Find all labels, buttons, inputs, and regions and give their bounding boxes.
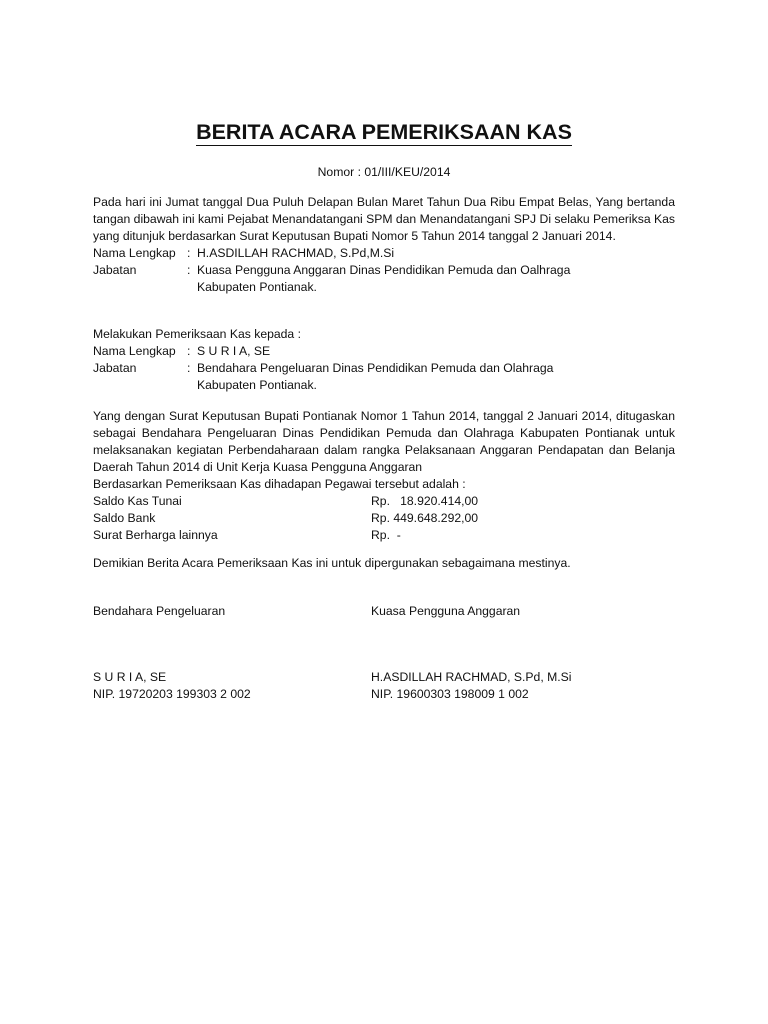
balance-value: Rp. 449.648.292,00	[371, 511, 479, 525]
balance-label: Saldo Kas Tunai	[93, 494, 182, 508]
signature-right-name: H.ASDILLAH RACHMAD, S.Pd, M.Si	[371, 670, 572, 684]
intro-paragraph: Pada hari ini Jumat tanggal Dua Puluh Delapan Bulan Maret Tahun Dua Ribu Empat Belas, Yang bertanda tangan dibawah ini kami Pejabat Menandatangani SPM dan Menandatangani SPJ Di selaku Pemeriksa Kas yang ditunjuk berdasarkan Surat Keputusan Bupati Nomor 5 Tahun 2014 tanggal 2 Januari 2014.	[93, 195, 675, 243]
examined-intro: Melakukan Pemeriksaan Kas kepada :	[93, 327, 301, 341]
examiner-position-separator: :	[187, 263, 191, 277]
signature-left-name: S U R I A, SE	[93, 670, 167, 684]
examiner-name-row	[93, 245, 675, 262]
examined-position-separator: :	[187, 361, 191, 375]
examined-position-value	[197, 360, 675, 394]
document-title	[0, 118, 768, 146]
signature-right-nip: NIP. 19600303 198009 1 002	[371, 687, 529, 701]
examiner-section	[93, 194, 675, 296]
examined-name-label: Nama Lengkap	[93, 344, 176, 358]
document-title-text: BERITA ACARA PEMERIKSAAN KAS	[196, 120, 572, 144]
examined-position-line1: Bendahara Pengeluaran Dinas Pendidikan Pemuda dan Olahraga	[197, 361, 554, 375]
examiner-name-separator: :	[187, 246, 191, 260]
examined-name-value: S U R I A, SE	[197, 344, 271, 358]
signature-right-role: Kuasa Pengguna Anggaran	[371, 604, 521, 618]
closing-statement: Demikian Berita Acara Pemeriksaan Kas ini untuk dipergunakan sebagaimana mestinya.	[93, 556, 571, 570]
signature-right-block	[371, 669, 571, 703]
examiner-name-value: H.ASDILLAH RACHMAD, S.Pd,M.Si	[197, 246, 395, 260]
findings-section	[93, 408, 675, 544]
balance-label: Saldo Bank	[93, 511, 156, 525]
examiner-position-label: Jabatan	[93, 263, 137, 277]
examiner-position-value	[197, 262, 675, 296]
signature-left-nip: NIP. 19720203 199303 2 002	[93, 687, 251, 701]
signature-left-role: Bendahara Pengeluaran	[93, 604, 226, 618]
balance-row	[93, 527, 675, 544]
examined-name-row	[93, 343, 675, 360]
examined-position-row	[93, 360, 675, 394]
balance-label: Surat Berharga lainnya	[93, 528, 218, 542]
balance-row	[93, 510, 675, 527]
examiner-name-label: Nama Lengkap	[93, 246, 176, 260]
balance-row	[93, 493, 675, 510]
balance-value: Rp. -	[371, 528, 401, 542]
examiner-position-line2: Kabupaten Pontianak.	[197, 280, 317, 294]
signature-left-block	[93, 669, 251, 703]
document-number: Nomor : 01/III/KEU/2014	[317, 165, 451, 179]
examiner-position-line1: Kuasa Pengguna Anggaran Dinas Pendidikan Pemuda dan Oalhraga	[197, 263, 571, 277]
examined-name-separator: :	[187, 344, 191, 358]
examined-section	[93, 326, 675, 394]
examined-position-line2: Kabupaten Pontianak.	[197, 378, 317, 392]
findings-intro: Berdasarkan Pemeriksaan Kas dihadapan Pegawai tersebut adalah :	[93, 477, 466, 491]
examiner-position-row	[93, 262, 675, 296]
appointment-paragraph: Yang dengan Surat Keputusan Bupati Pontianak Nomor 1 Tahun 2014, tanggal 2 Januari 2014, ditugaskan sebagai Bendahara Pengeluaran Dinas Pendidikan Pemuda dan Olahraga Kabupaten Pontianak untuk melaksanakan kegiatan Perbendaharaan dalam rangka Pelaksanaan Anggaran Pendapatan dan Belanja Daerah Tahun 2014 di Unit Kerja Kuasa Pengguna Anggaran	[93, 409, 675, 474]
balance-value: Rp. 18.920.414,00	[371, 494, 479, 508]
examined-position-label: Jabatan	[93, 361, 137, 375]
